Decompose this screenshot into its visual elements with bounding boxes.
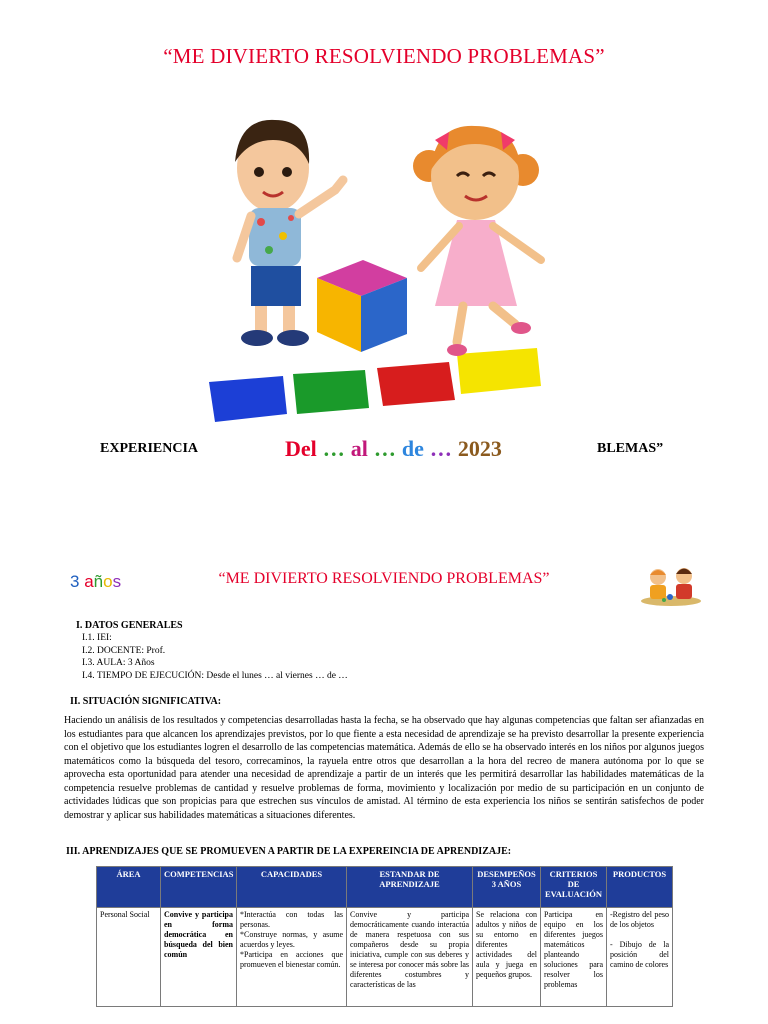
datos-list	[82, 632, 348, 682]
cell-desempeno: Se relaciona con adultos y niños de su entorno en diferentes actividades del aula y juega en pequeños grupos.	[473, 908, 541, 1007]
column-header: CAPACIDADES	[237, 867, 347, 908]
date-word: Del	[285, 436, 317, 461]
experience-title-fragment: BLEMAS”	[597, 441, 664, 456]
age-letter: ñ	[93, 572, 104, 591]
cell-productos: -Registro del peso de los objetos - Dibujo de la posición del camino de colores	[607, 908, 673, 1007]
table-row	[97, 908, 673, 1007]
age-letter: s	[112, 572, 122, 591]
column-header: ESTANDAR DE APRENDIZAJE	[347, 867, 473, 908]
learning-table	[96, 866, 673, 1007]
date-word: de	[401, 436, 424, 461]
cell-area: Personal Social	[97, 908, 161, 1007]
column-header: ÁREA	[97, 867, 161, 908]
kids-illustration	[195, 110, 575, 430]
blue-square	[209, 376, 287, 422]
cell-criterios: Participa en equipo en los diferentes juegos matemáticos planteando soluciones para resolver los problemas	[541, 908, 607, 1007]
cover-title: “ME DIVIERTO RESOLVIENDO PROBLEMAS”	[163, 44, 605, 68]
column-header: DESEMPEÑOS 3 AÑOS	[473, 867, 541, 908]
experience-row	[0, 436, 768, 476]
situation-paragraph: Haciendo un análisis de los resultados y competencias desarrolladas hasta la fecha, se ha observado que hay algunas competencias que faltan ser afianzadas en los estudiantes para que alcancen los aprendizajes previstos, por lo que fiente a esta necesidad de aprendizaje se ha previsto desarrollar la presente experiencia con el objetivo que los estudiantes logren el desarrollo de las competencias matemática. Además de ello se ha observado interés en los niños por algunos juegos matemáticos como la búsqueda del tesoro, correcaminos, la rayuela entre otros que desarrollan a la hora del recreo de manera autónoma por lo que se aprovecha esta oportunidad para atender una necesidad de aprendizaje a partir de un interés que les permitirá desarrollar las habilidades matemáticas de la competencia resuelve problemas de cantidad y resuelve problemas de forma, movimiento y localización por medio de su participación en un conjunto de actividades lúdicas que son propicias para que estrechen sus vínculos de amistad. Al término de esta experiencia los niños se sentirán satisfechos de poder demostrar y aplicar sus habilidades matemáticas a situaciones diferentes.	[64, 715, 704, 821]
girl	[413, 126, 541, 356]
date-word: 2023	[457, 436, 502, 461]
date-word: …	[322, 436, 345, 461]
age-letter: o	[103, 572, 113, 591]
cell-competencia: Convive y participa en forma democrática en búsqueda del bien común	[161, 908, 237, 1007]
table-header-row	[97, 867, 673, 908]
column-header: PRODUCTOS	[607, 867, 673, 908]
date-word: …	[429, 436, 452, 461]
column-header: COMPETENCIAS	[161, 867, 237, 908]
section-heading-aprendizajes: III. APRENDIZAJES QUE SE PROMUEVEN A PARTIR DE LA EXPEREINCIA DE APRENDIZAJE:	[66, 846, 512, 857]
cell-capacidades: *Interactúa con todas las personas. *Construye normas, y asume acuerdos y leyes. *Participa en acciones que promueven el bienestar común.	[237, 908, 347, 1007]
green-square	[293, 370, 369, 414]
kids-small-illustration	[640, 563, 702, 607]
section-heading-situacion: II. SITUACIÓN SIGNIFICATIVA:	[70, 696, 222, 707]
age-letter: a	[84, 572, 94, 591]
page-title: “ME DIVIERTO RESOLVIENDO PROBLEMAS”	[218, 570, 550, 587]
experience-label: EXPERIENCIA	[100, 441, 199, 456]
date-range	[285, 436, 508, 462]
datos-line: I.3. AULA: 3 Años	[82, 658, 155, 668]
cell-estandar: Convive y participa democráticamente cuando interactúa de manera respetuosa con sus compañeros desde su propia iniciativa, cumple con sus deberes y se interesa por conocer más sobre las diferentes costumbres y características de las	[347, 908, 473, 1007]
column-header: CRITERIOS DE EVALUACIÓN	[541, 867, 607, 908]
date-word: …	[373, 436, 396, 461]
cube	[317, 260, 407, 352]
age-letter: 3	[70, 572, 80, 591]
datos-line: I.1. IEI:	[82, 633, 112, 643]
section-heading-datos: I. DATOS GENERALES	[76, 620, 183, 631]
red-square	[377, 362, 455, 406]
yellow-square	[457, 348, 541, 394]
datos-line: I.2. DOCENTE: Prof.	[82, 645, 166, 656]
date-word: al	[350, 436, 368, 461]
datos-line: I.4. TIEMPO DE EJECUCIÓN: Desde el lunes … al viernes … de …	[82, 670, 348, 681]
